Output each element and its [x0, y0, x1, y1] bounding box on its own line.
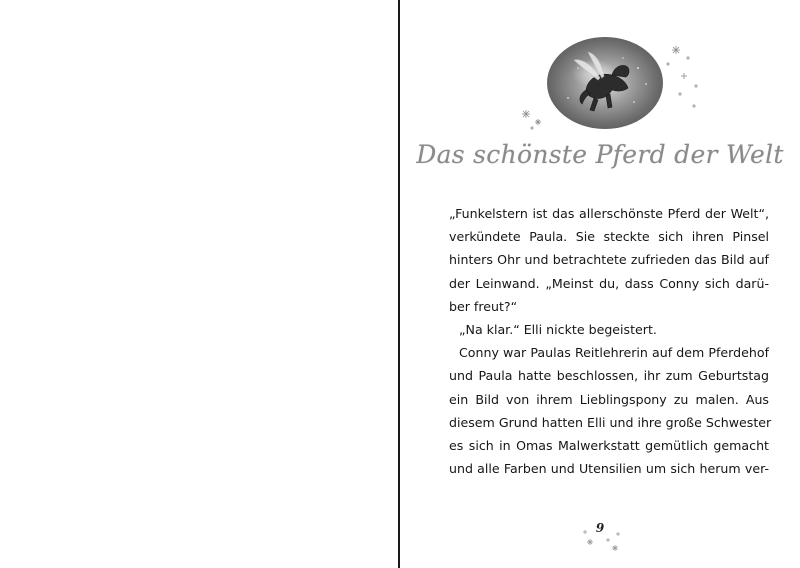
- chapter-title: Das schönste Pferd der Welt: [416, 140, 784, 169]
- text-line: ber freut?“: [449, 298, 518, 314]
- text-line: ein Bild von ihrem Lieblingspony zu malen. Aus: [449, 391, 769, 407]
- text-line: der Leinwand. „Meinst du, dass Conny sich darü-: [449, 275, 769, 291]
- text-line: und alle Farben und Utensilien um sich herum ver-: [449, 461, 769, 477]
- text-line: verkündete Paula. Sie steckte sich ihren Pinsel: [449, 229, 769, 245]
- text-line: „Funkelstern ist das allerschönste Pferd der Welt“,: [449, 206, 769, 221]
- page-number-folio: [560, 518, 640, 554]
- text-line: „Na klar.“ Elli nickte begeistert.: [459, 321, 657, 337]
- text-line: es sich in Omas Malwerkstatt gemütlich gemacht: [449, 437, 769, 453]
- flying-pony-vignette: [508, 28, 708, 138]
- left-page-blank: [0, 0, 398, 568]
- text-line: Conny war Paulas Reitlehrerin auf dem Pferdehof: [459, 345, 769, 361]
- page-number: 9: [595, 521, 605, 535]
- text-line: diesem Grund hatten Elli und ihre große Schwester: [449, 414, 772, 430]
- body-text: [449, 202, 772, 480]
- text-line: und Paula hatte beschlossen, ihr zum Geburtstag: [449, 368, 769, 384]
- text-line: hinters Ohr und betrachtete zufrieden das Bild auf: [449, 252, 769, 268]
- right-page: [400, 0, 800, 568]
